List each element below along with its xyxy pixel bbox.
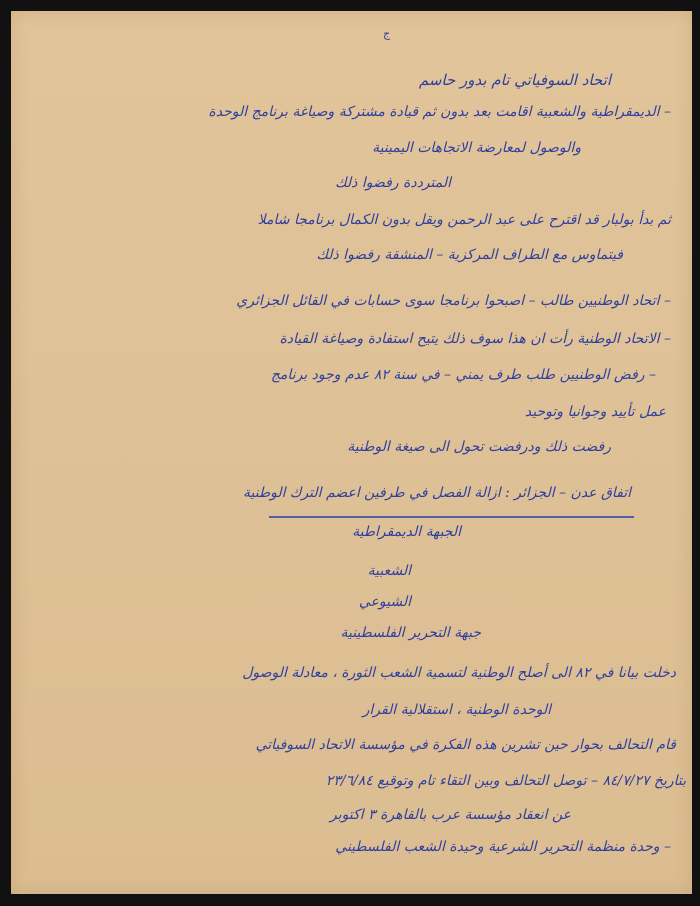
note-line-4: المترددة رفضوا ذلك xyxy=(335,175,451,191)
note-line-14: الشعبية xyxy=(367,563,411,579)
note-line-20: بتاريخ ٨٤/٧/٢٧ – توصل التحالف وبين التقاء تام وتوقيع ٢٣/٦/٨٤ xyxy=(325,773,686,789)
note-line-18: الوحدة الوطنية ، استقلالية القرار xyxy=(362,702,551,718)
note-line-7: – اتحاد الوطنيين طالب – اصبحوا برنامجا سوى حسابات في القائل الجزائري xyxy=(236,293,671,309)
note-line-1: اتحاد السوفياتي تام بدور حاسم xyxy=(418,71,611,89)
note-line-15: الشيوعي xyxy=(358,594,411,610)
note-line-21: عن انعقاد مؤسسة عرب بالقاهرة ٣ اكتوبر xyxy=(330,807,571,823)
note-line-8: – الاتحاد الوطنية رأت ان هذا سوف ذلك يتيح استفادة وصياغة القيادة xyxy=(279,331,671,347)
separator-rule xyxy=(269,516,634,518)
note-line-3: والوصول لمعارضة الاتجاهات اليمينية xyxy=(372,140,581,156)
note-line-16: جبهة التحرير الفلسطينية xyxy=(340,625,481,641)
note-line-13: الجبهة الديمقراطية xyxy=(352,524,461,540)
note-line-10: عمل تأييد وجوانيا وتوحيد xyxy=(524,404,666,420)
note-line-22: – وحدة منظمة التحرير الشرعية وحيدة الشعب الفلسطيني xyxy=(335,839,671,855)
note-line-2: – الديمقراطية والشعبية اقامت بعد بدون ثم قيادة مشتركة وصياغة برنامج الوحدة xyxy=(208,104,671,120)
note-line-11: رفضت ذلك ودرفضت تحول الى صيغة الوطنية xyxy=(347,439,611,455)
handwritten-page xyxy=(11,11,692,894)
note-line-5: ثم بدأ بولبار قد اقترح على عبد الرحمن ويقل بدون الكمال برنامجا شاملا xyxy=(257,212,671,228)
note-line-19: قام التحالف بحوار حين تشرين هذه الفكرة في مؤسسة الاتحاد السوفياتي xyxy=(255,737,676,753)
page-mark: ج xyxy=(383,27,391,40)
note-line-12: اتفاق عدن – الجزائر : ازالة الفصل في طرفين اعضم الترك الوطنية xyxy=(242,485,631,501)
note-line-9: – رفض الوطنيين طلب طرف يمني – في سنة ٨٢ عدم وجود برنامج xyxy=(270,367,656,383)
note-line-6: فيتماوس مع الطراف المركزية – المنشقة رفضوا ذلك xyxy=(316,247,623,263)
note-line-17: دخلت بيانا في ٨٢ الى أصلح الوطنية لتسمية الشعب الثورة ، معادلة الوصول xyxy=(242,665,676,681)
